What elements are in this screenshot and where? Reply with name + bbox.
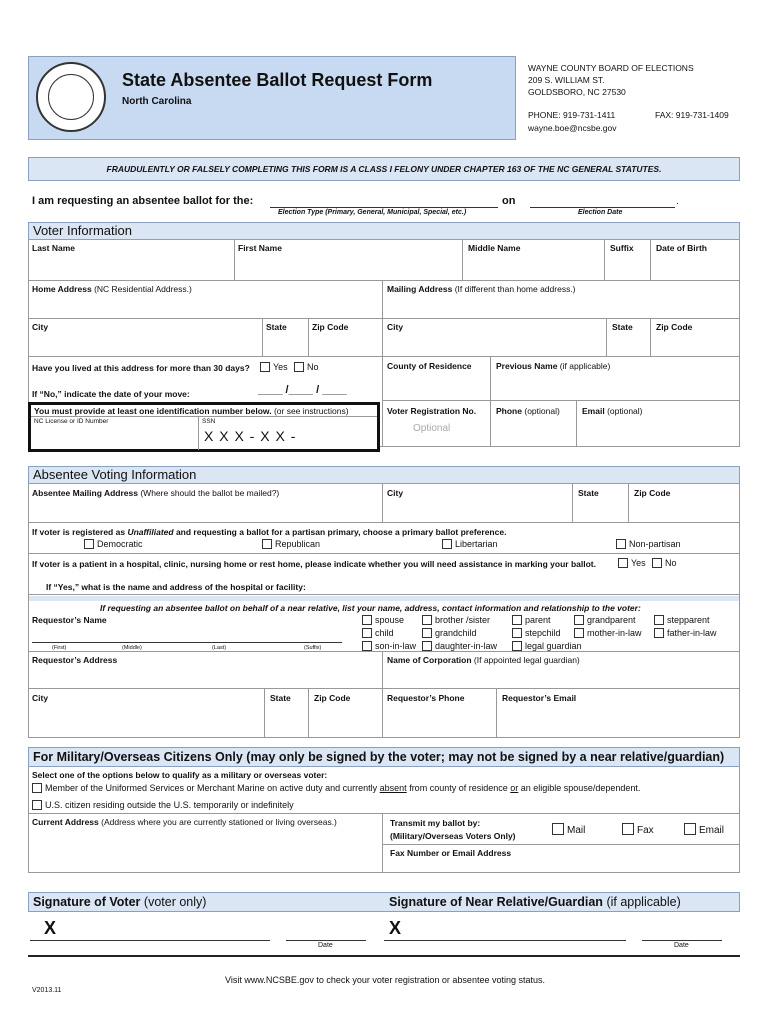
- fax-email-label: Fax Number or Email Address: [390, 848, 512, 858]
- requestor-email-label: Requestor’s Email: [502, 693, 577, 703]
- transmit-label: Transmit my ballot by:: [390, 818, 481, 828]
- requestor-zip-label: Zip Code: [314, 693, 351, 703]
- zip-label: Zip Code: [312, 322, 349, 332]
- rel-father-in-law-checkbox[interactable]: father-in-law: [654, 628, 717, 638]
- absentee-zip-label: Zip Code: [634, 488, 671, 498]
- nonpartisan-checkbox[interactable]: Non-partisan: [616, 539, 681, 549]
- republican-checkbox[interactable]: Republican: [262, 539, 320, 549]
- ssn-input[interactable]: X X X - X X -: [204, 428, 297, 444]
- state-seal-icon: [36, 62, 106, 132]
- rel-spouse-checkbox[interactable]: spouse: [362, 615, 404, 625]
- rel-legal-guardian-checkbox[interactable]: legal guardian: [512, 641, 582, 651]
- voter-date-input[interactable]: [286, 940, 366, 941]
- rel-mother-in-law-checkbox[interactable]: mother-in-law: [574, 628, 642, 638]
- city-label: City: [32, 322, 49, 332]
- libertarian-checkbox[interactable]: Libertarian: [442, 539, 498, 549]
- rel-stepchild-checkbox[interactable]: stepchild: [512, 628, 561, 638]
- lived-yes-checkbox[interactable]: Yes: [260, 362, 288, 372]
- last-name-label: Last Name: [32, 243, 75, 253]
- office-fax: FAX: 919-731-1409: [655, 110, 729, 120]
- voter-date-label: Date: [318, 942, 333, 949]
- home-address-label: Home Address (NC Residential Address.): [32, 284, 192, 294]
- previous-name-label: Previous Name (if applicable): [496, 361, 611, 371]
- request-lead: I am requesting an absentee ballot for the:: [32, 195, 254, 207]
- email-label: Email (optional): [582, 406, 643, 416]
- suffix-label: Suffix: [610, 243, 634, 253]
- requestor-state-label: State: [270, 693, 291, 703]
- voter-reg-label: Voter Registration No.: [387, 406, 477, 416]
- request-period: .: [676, 196, 679, 207]
- guardian-date-input[interactable]: [642, 940, 722, 941]
- form-title: State Absentee Ballot Request Form: [122, 70, 433, 90]
- id-notice: You must provide at least one identification number below. (or see instructions): [34, 406, 349, 416]
- voter-info-header: Voter Information: [28, 222, 740, 240]
- felony-warning: FRAUDULENTLY OR FALSELY COMPLETING THIS FORM IS A CLASS I FELONY UNDER CHAPTER 163 OF THE NC GENERAL STATUTES.: [28, 157, 740, 181]
- voter-x-mark: X: [44, 918, 57, 938]
- mailing-zip-label: Zip Code: [656, 322, 693, 332]
- military-header: For Military/Overseas Citizens Only (may only be signed by the voter; may not be signed by a near relative/guardian): [28, 747, 740, 767]
- requestor-name-label: Requestor’s Name: [32, 615, 107, 625]
- transmit-fax-checkbox[interactable]: Fax: [622, 823, 654, 836]
- footer-visit: Visit www.NCSBE.gov to check your voter registration or absentee voting status.: [225, 975, 545, 985]
- voter-reg-input[interactable]: Optional: [413, 423, 451, 434]
- name-part-middle: (Middle): [122, 645, 142, 651]
- election-type-input[interactable]: [270, 207, 498, 208]
- unaffiliated-note: If voter is registered as Unaffiliated and requesting a ballot for a partisan primary, choose a primary ballot preference.: [32, 527, 507, 537]
- requestor-name-input[interactable]: [32, 642, 342, 643]
- guardian-signature-input[interactable]: [384, 940, 626, 941]
- office-address: WAYNE COUNTY BOARD OF ELECTIONS 209 S. WILLIAM ST. GOLDSBORO, NC 27530: [528, 63, 694, 97]
- first-name-label: First Name: [238, 243, 282, 253]
- rel-son-in-law-checkbox[interactable]: son-in-law: [362, 641, 416, 651]
- office-phone: PHONE: 919-731-1411: [528, 110, 616, 120]
- election-date-hint: Election Date: [578, 209, 623, 216]
- name-part-suffix: (Suffix): [304, 645, 322, 651]
- county-label: County of Residence: [387, 361, 472, 371]
- form-subtitle: North Carolina: [122, 96, 192, 107]
- ssn-label: SSN: [202, 418, 216, 425]
- patient-no-checkbox[interactable]: No: [652, 558, 677, 568]
- lived-no-checkbox[interactable]: No: [294, 362, 319, 372]
- lived-30-label: Have you lived at this address for more than 30 days?: [32, 363, 250, 373]
- absentee-state-label: State: [578, 488, 599, 498]
- voter-signature-title: Signature of Voter (voter only): [33, 895, 207, 909]
- guardian-x-mark: X: [389, 918, 402, 938]
- absentee-header: Absentee Voting Information: [28, 466, 740, 484]
- move-date-input[interactable]: ____ /____ / ____: [258, 384, 347, 396]
- relative-note: If requesting an absentee ballot on behalf of a near relative, list your name, address, contact information and relationship to the voter:: [100, 603, 641, 613]
- rel-daughter-in-law-checkbox[interactable]: daughter-in-law: [422, 641, 497, 651]
- nc-license-label: NC License or ID Number: [34, 418, 109, 425]
- requestor-address-label: Requestor’s Address: [32, 655, 118, 665]
- requestor-phone-label: Requestor’s Phone: [387, 693, 465, 703]
- mailing-address-label: Mailing Address (If different than home address.): [387, 284, 576, 294]
- mailing-city-label: City: [387, 322, 404, 332]
- election-date-input[interactable]: [530, 207, 675, 208]
- guardian-signature-title: Signature of Near Relative/Guardian (if applicable): [389, 895, 681, 909]
- name-part-last: (Last): [212, 645, 227, 651]
- election-type-hint: Election Type (Primary, General, Municipal, Special, etc.): [278, 209, 467, 216]
- nc-license-input[interactable]: [32, 428, 196, 448]
- military-select-label: Select one of the options below to qualify as a military or overseas voter:: [32, 770, 328, 780]
- if-yes-facility: If “Yes,” what is the name and address of the hospital or facility:: [46, 582, 306, 592]
- rel-stepparent-checkbox[interactable]: stepparent: [654, 615, 710, 625]
- rel-grandparent-checkbox[interactable]: grandparent: [574, 615, 636, 625]
- rel-sibling-checkbox[interactable]: brother /sister: [422, 615, 490, 625]
- office-email: wayne.boe@ncsbe.gov: [528, 123, 617, 133]
- patient-yes-checkbox[interactable]: Yes: [618, 558, 646, 568]
- absentee-city-label: City: [387, 488, 404, 498]
- patient-question: If voter is a patient in a hospital, clinic, nursing home or rest home, please indicate whether you will need assistance in marking your ballot.: [32, 559, 596, 569]
- democratic-checkbox[interactable]: Democratic: [84, 539, 143, 549]
- transmit-email-checkbox[interactable]: Email: [684, 823, 724, 836]
- phone-label: Phone (optional): [496, 406, 560, 416]
- name-part-first: (First): [52, 645, 67, 651]
- guardian-date-label: Date: [674, 942, 689, 949]
- transmit-note: (Military/Overseas Voters Only): [390, 831, 516, 841]
- military-option-overseas[interactable]: U.S. citizen residing outside the U.S. temporarily or indefinitely: [32, 800, 294, 810]
- voter-signature-input[interactable]: [30, 940, 270, 941]
- dob-label: Date of Birth: [656, 243, 707, 253]
- current-address-label: Current Address (Address where you are currently stationed or living overseas.): [32, 817, 337, 827]
- mailing-state-label: State: [612, 322, 633, 332]
- if-no-label: If “No,” indicate the date of your move:: [32, 389, 190, 399]
- rel-parent-checkbox[interactable]: parent: [512, 615, 551, 625]
- signature-header: [28, 892, 740, 912]
- request-on: on: [502, 195, 516, 207]
- transmit-mail-checkbox[interactable]: Mail: [552, 823, 585, 836]
- military-option-uniformed[interactable]: Member of the Uniformed Services or Merchant Marine on active duty and currently absent from county of residence or an eligible spouse/dependent.: [32, 783, 640, 793]
- corporation-label: Name of Corporation (If appointed legal guardian): [387, 655, 580, 665]
- state-label: State: [266, 322, 287, 332]
- rel-child-checkbox[interactable]: child: [362, 628, 394, 638]
- middle-name-label: Middle Name: [468, 243, 521, 253]
- form-version: V2013.11: [32, 987, 62, 994]
- absentee-mailing-label: Absentee Mailing Address (Where should the ballot be mailed?): [32, 488, 280, 498]
- requestor-city-label: City: [32, 693, 49, 703]
- rel-grandchild-checkbox[interactable]: grandchild: [422, 628, 477, 638]
